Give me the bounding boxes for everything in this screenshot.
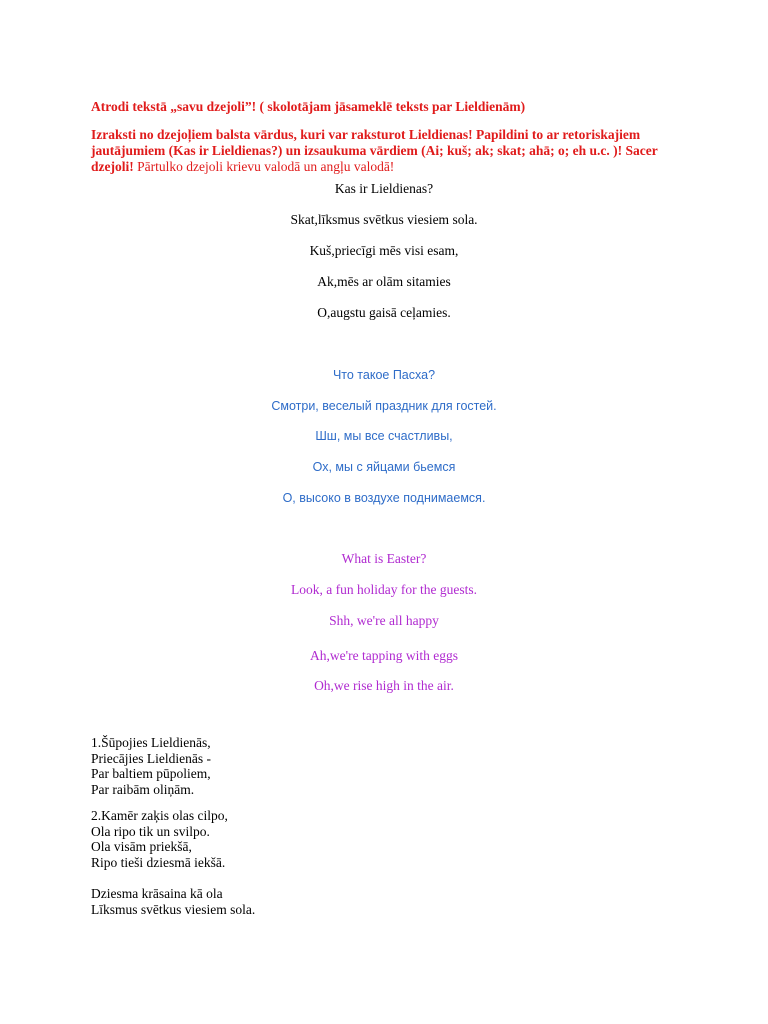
poem-ru-line-4: Ох, мы с яйцами бьемся xyxy=(312,460,456,474)
poem-lv-line-5: O,augstu gaisā ceļamies. xyxy=(317,305,451,320)
poem-ru-line-5: О, высоко в воздухе поднимаемся. xyxy=(282,491,486,505)
poem-en-line-2: Look, a fun holiday for the guests. xyxy=(291,582,477,597)
task-instruction-2-excl: ! xyxy=(129,159,138,174)
verse-3: Dziesma krāsaina kā ola Līksmus svētkus viesiem sola. xyxy=(91,886,256,917)
poem-en-line-1: What is Easter? xyxy=(341,551,427,566)
poem-lv-line-4: Ak,mēs ar olām sitamies xyxy=(317,274,451,289)
poem-en-line-4: Ah,we're tapping with eggs xyxy=(310,648,458,663)
poem-ru-line-2: Смотри, веселый праздник для гостей. xyxy=(271,399,497,413)
poem-en-line-5: Oh,we rise high in the air. xyxy=(314,678,454,693)
task-instruction-2-bold: Izraksti no dzejoļiem balsta vārdus, kuri var raksturot Lieldienas! Papildini to ar retoriskajiem jautājumiem (Kas ir Lieldienas?) un izsaukuma vārdiem (Ai; kuš; ak; skat; ahā; o; eh u.c. )! Sacer dzejoli xyxy=(91,127,658,174)
poem-ru-line-3: Шш, мы все счастливы, xyxy=(315,429,453,443)
poem-lv-line-3: Kuš,priecīgi mēs visi esam, xyxy=(309,243,459,258)
task-instruction-2-normal: Pārtulko dzejoli krievu valodā un angļu valodā! xyxy=(137,159,395,174)
poem-ru-line-1: Что такое Пасха? xyxy=(332,368,436,382)
poem-lv-line-2: Skat,līksmus svētkus viesiem sola. xyxy=(290,212,478,227)
verse-1: 1.Šūpojies Lieldienās, Priecājies Lieldienās - Par baltiem pūpoliem, Par raibām oliņām. xyxy=(91,735,211,797)
task-instruction-1: Atrodi tekstā „savu dzejoli”! ( skolotājam jāsameklē teksts par Lieldienām) xyxy=(91,99,526,114)
poem-lv-line-1: Kas ir Lieldienas? xyxy=(334,181,434,196)
poem-en-line-3: Shh, we're all happy xyxy=(329,613,439,628)
task-instruction-2 xyxy=(91,127,681,175)
verse-2: 2.Kamēr zaķis olas cilpo, Ola ripo tik un svilpo. Ola visām priekšā, Ripo tieši dziesmā iekšā. xyxy=(91,808,228,870)
